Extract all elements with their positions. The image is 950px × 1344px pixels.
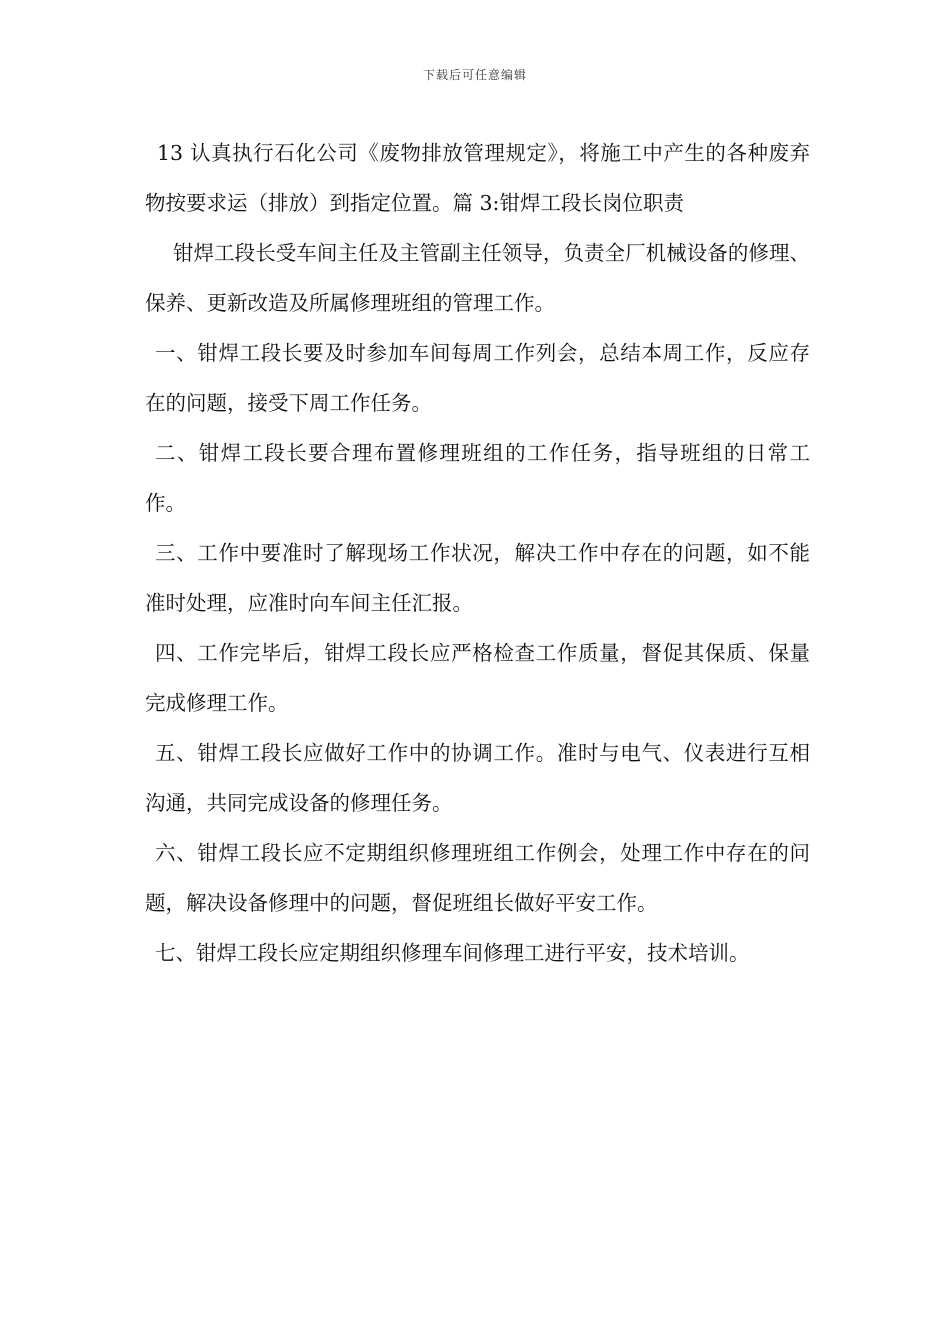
paragraph-item-4: 四、工作完毕后，钳焊工段长应严格检查工作质量，督促其保质、保量完成修理工作。 xyxy=(145,641,810,715)
paragraph-item-6: 六、钳焊工段长应不定期组织修理班组工作例会，处理工作中存在的问题，解决设备修理中的问题，督促班组长做好平安工作。 xyxy=(145,841,810,915)
paragraph-item-5: 五、钳焊工段长应做好工作中的协调工作。准时与电气、仪表进行互相沟通，共同完成设备的修理任务。 xyxy=(145,741,810,815)
paragraph-item-3: 三、工作中要准时了解现场工作状况，解决工作中存在的问题，如不能准时处理，应准时向车间主任汇报。 xyxy=(145,541,810,615)
paragraph-item-2: 二、钳焊工段长要合理布置修理班组的工作任务，指导班组的日常工作。 xyxy=(145,441,810,515)
document-body xyxy=(145,128,810,978)
paragraph-role-intro: 钳焊工段长受车间主任及主管副主任领导，负责全厂机械设备的修理、保养、更新改造及所属修理班组的管理工作。 xyxy=(145,241,810,315)
paragraph-item-1: 一、钳焊工段长要及时参加车间每周工作列会，总结本周工作，反应存在的问题，接受下周工作任务。 xyxy=(145,341,810,415)
page-header: 下载后可任意编辑 xyxy=(422,68,527,82)
paragraph-waste-disposal: 13 认真执行石化公司《废物排放管理规定》，将施工中产生的各种废弃物按要求运（排放）到指定位置。篇 3:钳焊工段长岗位职责 xyxy=(145,141,810,215)
paragraph-item-7: 七、钳焊工段长应定期组织修理车间修理工进行平安，技术培训。 xyxy=(155,941,750,965)
